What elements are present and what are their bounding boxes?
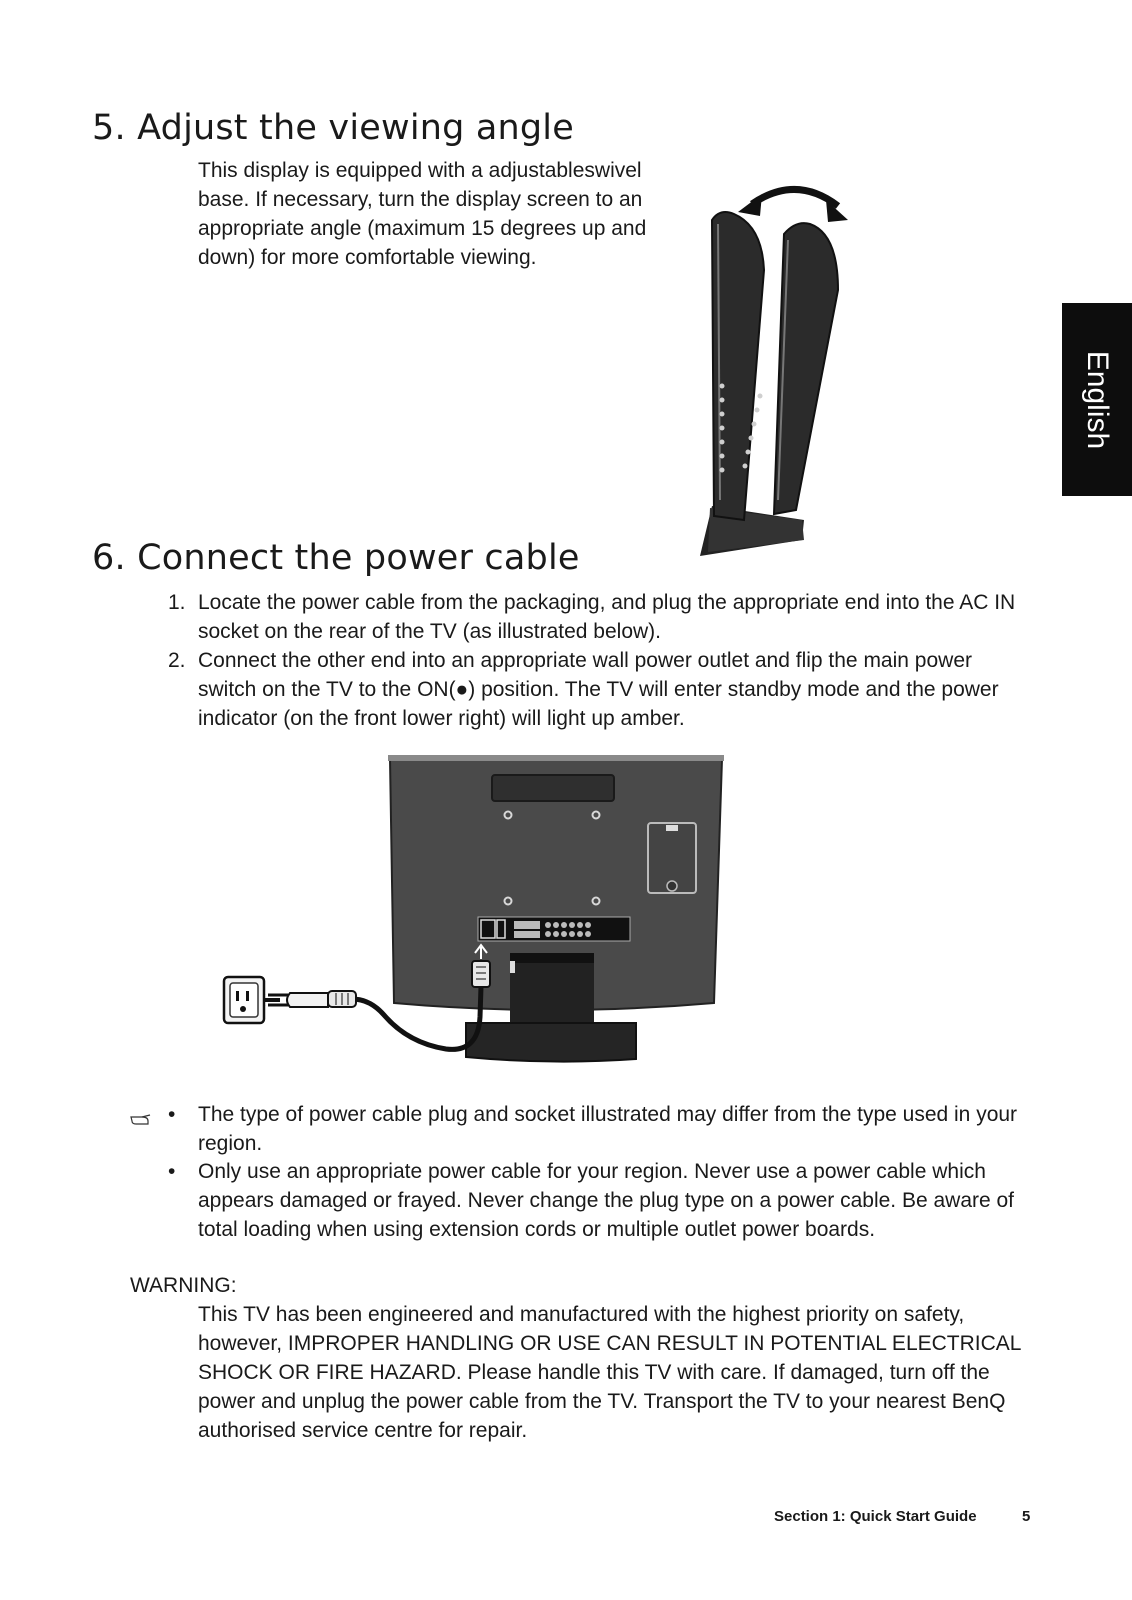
- language-tab-label: English: [1081, 350, 1114, 449]
- bullet-symbol: •: [168, 1103, 176, 1126]
- footer-page-number: 5: [1022, 1508, 1031, 1525]
- warning-label: WARNING:: [130, 1274, 237, 1297]
- note-item-2: [168, 1157, 1028, 1244]
- tilt-tv-illustration: [688, 180, 863, 570]
- step-1-text: Locate the power cable from the packaging, and plug the appropriate end into the AC IN socket on the rear of the TV (as illustrated below).: [198, 591, 1016, 643]
- note-item-1: [168, 1100, 1028, 1158]
- step-2-text: Connect the other end into an appropriate wall power outlet and flip the main power switch on the TV to the ON(●) position. The TV will enter standby mode and the power indicator (on the front lower right) will light up amber.: [198, 649, 999, 730]
- footer-section-label: Section 1: Quick Start Guide: [774, 1508, 977, 1525]
- section-6-heading: 6. Connect the power cable: [92, 538, 580, 578]
- tilt-arrow-icon: [752, 189, 838, 206]
- bullet-symbol: •: [168, 1160, 176, 1183]
- step-1-number: 1.: [168, 591, 186, 614]
- step-2-number: 2.: [168, 649, 186, 672]
- carry-handle: [492, 775, 614, 801]
- note-hand-icon: [130, 1112, 152, 1126]
- step-1: [168, 588, 1028, 646]
- section-5-heading: 5. Adjust the viewing angle: [92, 108, 574, 148]
- note-item-1-text: The type of power cable plug and socket illustrated may differ from the type used in your region.: [198, 1103, 1018, 1155]
- tv-stand-base: [466, 1023, 636, 1062]
- section-5-body: This display is equipped with a adjustableswivel base. If necessary, turn the display screen to an appropriate angle (maximum 15 degrees up and down) for more comfortable viewing.: [198, 159, 647, 269]
- note-item-2-text: Only use an appropriate power cable for your region. Never use a power cable which appears damaged or frayed. Never change the plug type on a power cable. Be aware of total loading when using extension cords or multiple outlet power boards.: [198, 1160, 1015, 1241]
- language-tab: [1062, 303, 1132, 496]
- step-2: [168, 646, 1028, 733]
- power-cable-illustration: [222, 755, 732, 1075]
- ac-in-socket: [481, 920, 495, 938]
- warning-text: This TV has been engineered and manufactured with the highest priority on safety, however, IMPROPER HANDLING OR USE CAN RESULT IN POTENTIAL ELECTRICAL SHOCK OR FIRE HAZARD. Please handle this TV with care. If damaged, turn off the power and unplug the power cable from the TV. Transport the TV to your nearest BenQ authorised service centre for repair.: [198, 1303, 1021, 1442]
